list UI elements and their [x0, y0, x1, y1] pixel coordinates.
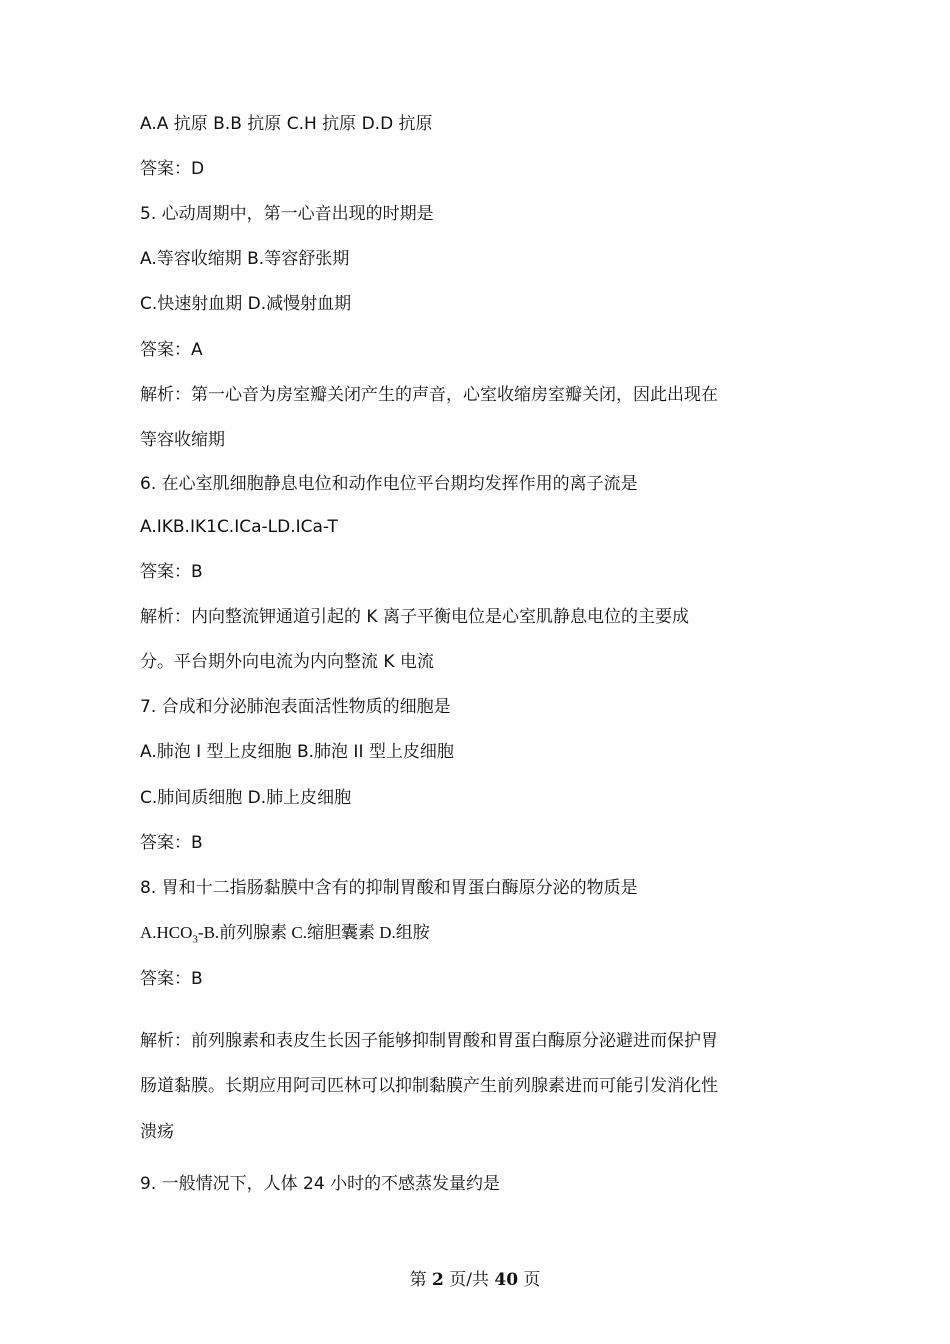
q5-question: 5. 心动周期中，第一心音出现的时期是 [140, 204, 434, 224]
q8-explanation-line1: 解析：前列腺素和表皮生长因子能够抑制胃酸和胃蛋白酶原分泌避进而保护胃 [140, 1031, 718, 1051]
q8-option-a-prefix: A.HCO [140, 923, 193, 942]
q9-question: 9. 一般情况下，人体 24 小时的不感蒸发量约是 [140, 1174, 501, 1194]
q5-options-ab: A.等容收缩期 B.等容舒张期 [140, 249, 350, 269]
footer-suffix: 页 [518, 1270, 541, 1290]
footer-middle: 页/共 [443, 1270, 495, 1290]
q5-answer: 答案：A [140, 340, 203, 360]
q6-answer: 答案：B [140, 562, 203, 582]
q8-answer: 答案：B [140, 969, 203, 989]
q6-explanation-line1: 解析：内向整流钾通道引起的 K 离子平衡电位是心室肌静息电位的主要成 [140, 607, 689, 627]
footer-prefix: 第 [409, 1270, 432, 1290]
q8-option-a-subscript: 3 [192, 933, 198, 946]
q5-options-cd: C.快速射血期 D.减慢射血期 [140, 294, 352, 314]
q6-options: A.IKB.IK1C.ICa-LD.ICa-T [140, 517, 338, 537]
total-page-count: 40 [494, 1270, 519, 1290]
q7-answer: 答案：B [140, 833, 203, 853]
q8-explanation-line3: 溃疡 [140, 1122, 174, 1142]
q6-explanation-line2: 分。平台期外向电流为内向整流 K 电流 [140, 652, 434, 672]
q6-question: 6. 在心室肌细胞静息电位和动作电位平台期均发挥作用的离子流是 [140, 474, 638, 494]
q5-explanation-line1: 解析：第一心音为房室瓣关闭产生的声音，心室收缩房室瓣关闭，因此出现在 [140, 385, 718, 405]
current-page-number: 2 [431, 1270, 444, 1290]
q4-options: A.A 抗原 B.B 抗原 C.H 抗原 D.D 抗原 [140, 114, 433, 134]
q8-option-rest: -B.前列腺素 C.缩胆囊素 D.组胺 [197, 923, 430, 942]
q8-explanation-line2: 肠道黏膜。长期应用阿司匹林可以抑制黏膜产生前列腺素进而可能引发消化性 [140, 1076, 718, 1096]
q4-answer: 答案：D [140, 159, 205, 179]
q8-options [140, 921, 430, 951]
q8-question: 8. 胃和十二指肠黏膜中含有的抑制胃酸和胃蛋白酶原分泌的物质是 [140, 878, 638, 898]
q5-explanation-line2: 等容收缩期 [140, 430, 225, 450]
q7-question: 7. 合成和分泌肺泡表面活性物质的细胞是 [140, 697, 451, 717]
page-footer [0, 1268, 950, 1292]
q7-options-cd: C.肺间质细胞 D.肺上皮细胞 [140, 788, 352, 808]
q7-options-ab: A.肺泡 I 型上皮细胞 B.肺泡 II 型上皮细胞 [140, 742, 454, 762]
